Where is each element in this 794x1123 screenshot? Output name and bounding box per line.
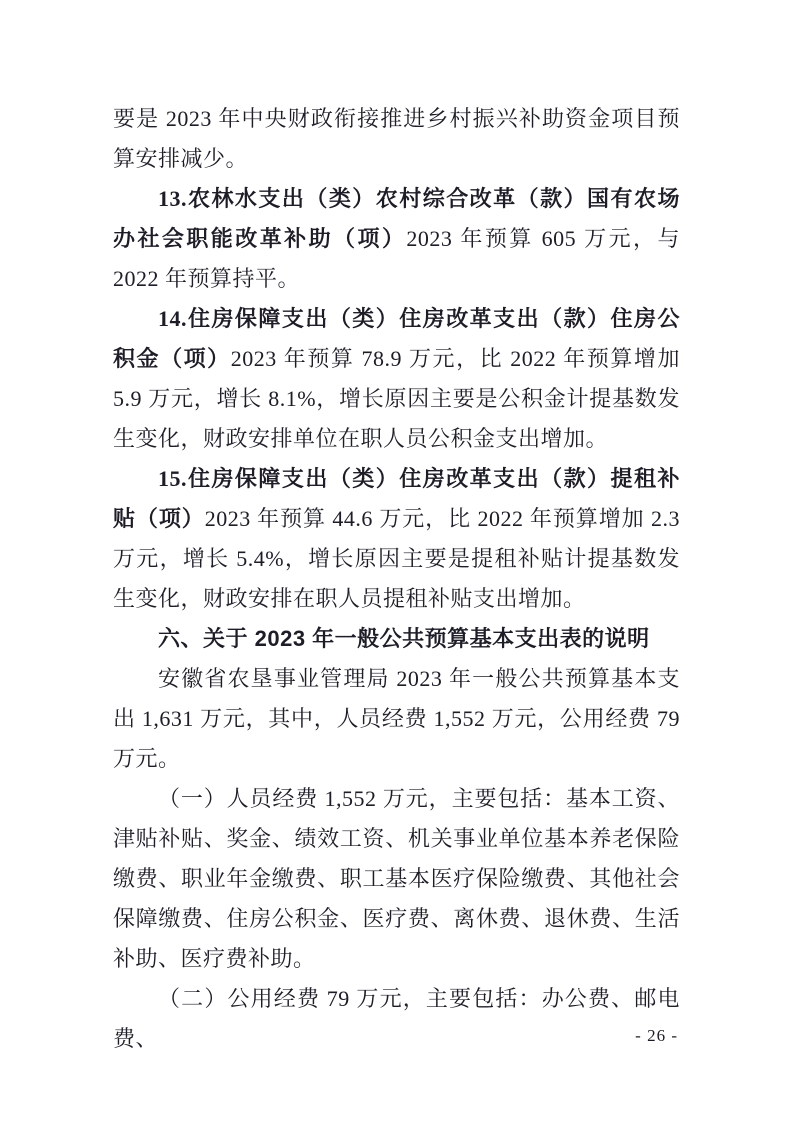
paragraph-continuation xyxy=(113,99,680,179)
paragraph-budget-item-13 xyxy=(113,179,680,299)
section-6-heading-text: 六、关于 2023 年一般公共预算基本支出表的说明 xyxy=(158,626,650,651)
budget-item-13-detail: 2023 年预算 605 万元，与 2022 年预算持平。 xyxy=(113,226,680,291)
page-number: - 26 - xyxy=(635,1026,678,1045)
section-6-heading xyxy=(113,619,680,659)
paragraph-public-expense xyxy=(113,979,680,1059)
paragraph-budget-item-15 xyxy=(113,459,680,619)
budget-item-14-title: 14.住房保障支出（类）住房改革支出（款）住房公积金（项） xyxy=(113,306,680,371)
budget-item-15-detail: 2023 年预算 44.6 万元，比 2022 年预算增加 2.3 万元，增长 5.4%，增长原因主要是提租补贴计提基数发生变化，财政安排在职人员提租补贴支出增加。 xyxy=(113,506,680,611)
document-body xyxy=(113,99,680,1059)
paragraph-text: 要是 2023 年中央财政衔接推进乡村振兴补助资金项目预算安排减少。 xyxy=(113,106,680,171)
section-6-intro-text: 安徽省农垦事业管理局 2023 年一般公共预算基本支出 1,631 万元，其中，人员经费 1,552 万元，公用经费 79 万元。 xyxy=(113,666,680,771)
budget-item-15-title: 15.住房保障支出（类）住房改革支出（款）提租补贴（项） xyxy=(113,466,680,531)
paragraph-budget-item-14 xyxy=(113,299,680,459)
budget-item-13-title: 13.农林水支出（类）农村综合改革（款）国有农场办社会职能改革补助（项） xyxy=(113,186,680,251)
public-expense-text: （二）公用经费 79 万元，主要包括：办公费、邮电费、 xyxy=(113,986,680,1051)
paragraph-section-6-intro xyxy=(113,659,680,779)
budget-item-14-detail: 2023 年预算 78.9 万元，比 2022 年预算增加 5.9 万元，增长 8.1%，增长原因主要是公积金计提基数发生变化，财政安排单位在职人员公积金支出增加。 xyxy=(113,346,680,451)
personnel-expense-text: （一）人员经费 1,552 万元，主要包括：基本工资、津贴补贴、奖金、绩效工资、机关事业单位基本养老保险缴费、职业年金缴费、职工基本医疗保险缴费、其他社会保障缴费、住房公积金、医疗费、离休费、退休费、生活补助、医疗费补助。 xyxy=(113,786,680,971)
paragraph-personnel-expense xyxy=(113,779,680,979)
